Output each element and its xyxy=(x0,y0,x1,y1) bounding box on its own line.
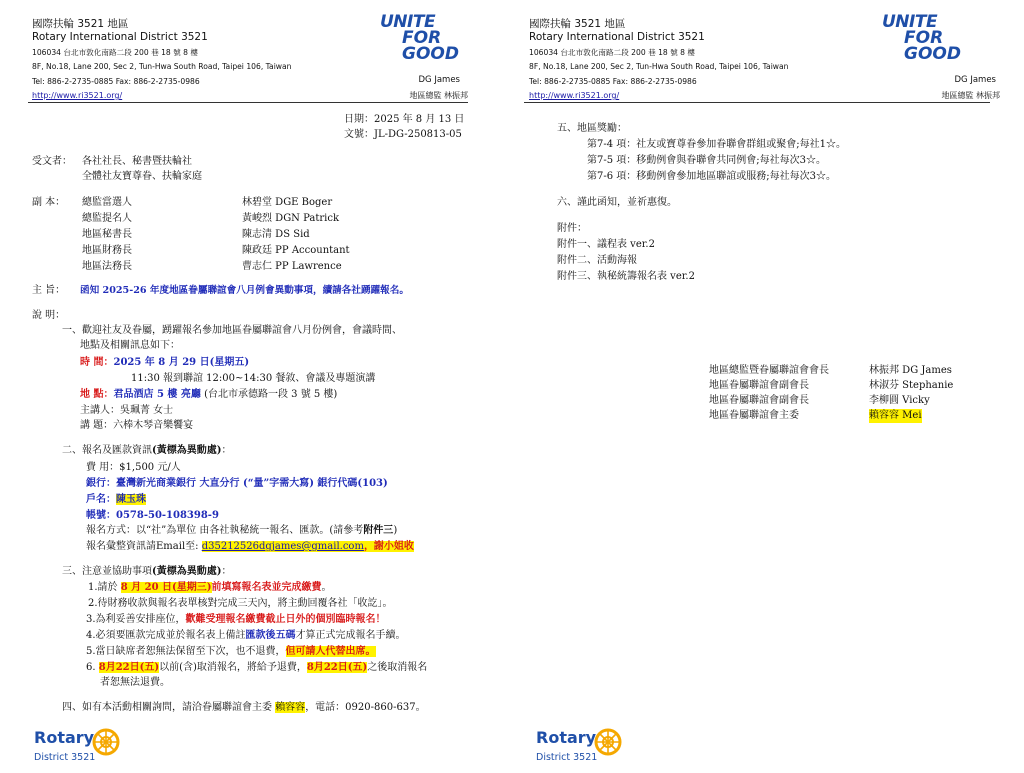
address-en: 8F, No.18, Lane 200, Sec 2, Tun-Hwa South Road, Taipei 106, Taiwan xyxy=(32,62,292,71)
rotary-wordmark: Rotary xyxy=(536,728,597,747)
fee-line: 費 用：$1,500 元/人 xyxy=(86,462,181,473)
cc-title: 總監當選人 xyxy=(82,197,132,208)
tel-fax: Tel: 886-2-2735-0885 Fax: 886-2-2735-0986 xyxy=(529,77,697,86)
cc-label: 副 本： xyxy=(32,197,66,208)
talk-topic: 講 題：六棒木琴音樂饗宴 xyxy=(80,420,194,431)
cc-name: 黃峻烈 DGN Patrick xyxy=(242,213,340,224)
website-link[interactable]: http://www.ri3521.org/ xyxy=(32,91,123,100)
district-label: District 3521 xyxy=(34,752,96,763)
cc-title: 地區法務長 xyxy=(82,261,132,272)
address-en: 8F, No.18, Lane 200, Sec 2, Tun-Hwa South Road, Taipei 106, Taiwan xyxy=(529,62,789,71)
attachment-item: 附件二、活動海報 xyxy=(557,255,637,266)
org-name-zh: 國際扶輪 3521 地區 xyxy=(32,18,129,30)
signer-title: 地區眷屬聯誼會副會長 xyxy=(709,395,809,406)
cc-title: 地區秘書長 xyxy=(82,229,132,240)
rotary-wheel-icon xyxy=(594,728,622,756)
note-2: 2.待財務收款與報名表單核對完成三天內，將主動回覆各社「收訖」。 xyxy=(88,598,393,609)
account-name: 戶名：陳玉珠 xyxy=(86,494,146,505)
section-2-title: 二、報名及匯款資訊(黃標為異動處)： xyxy=(62,445,232,456)
note-4: 4.必須要匯款完成並於報名表上備註匯款後五碼才算正式完成報名手續。 xyxy=(86,630,406,641)
time-value: 2025 年 8 月 29 日(星期五) xyxy=(113,357,250,368)
reward-item: 第7-6 項：移動例會參加地區聯誼或服務;每社每次3☆。 xyxy=(587,171,837,182)
recipients-line: 全體社友寶尊眷、扶輪家庭 xyxy=(82,171,202,182)
register-email: 報名彙整資訊請Email至: d35212526dgjames@gmail.com，謝小姐收 xyxy=(86,541,414,552)
bank-line: 銀行：臺灣新光商業銀行 大直分行 (“量”字需大寫) 銀行代碼(103) xyxy=(86,478,388,489)
dg-name-zh: 地區總監 林振邦 xyxy=(941,91,1000,100)
subject-label: 主 旨： xyxy=(32,285,66,296)
address-zh: 106034 台北市敦化南路二段 200 巷 18 號 8 樓 xyxy=(32,48,198,57)
attachments-label: 附件： xyxy=(557,223,587,234)
place-address: (台北市承德路一段 3 號 5 樓) xyxy=(200,389,338,400)
section-5-title: 五、地區獎勵： xyxy=(557,123,627,134)
cc-name: 曹志仁 PP Lawrence xyxy=(242,261,342,272)
district-label: District 3521 xyxy=(536,752,598,763)
host-speaker: 主講人：吳珮菁 女士 xyxy=(80,405,174,416)
reward-item: 第7-5 項：移動例會與眷聯會共同例會;每社每次3☆。 xyxy=(587,155,827,166)
header-divider xyxy=(28,102,468,103)
section-1-line: 地點及相關訊息如下： xyxy=(80,340,180,351)
register-method: 報名方式：以“社”為單位 由各社執秘統一報名、匯款。(請參考附件三) xyxy=(86,525,398,536)
place-value: 君品酒店 5 樓 亮廳 xyxy=(113,389,201,400)
unite-for-good-logo: UNITE FOR GOOD xyxy=(882,12,961,64)
subject-text: 函知 2025-26 年度地區眷屬聯誼會八月例會異動事項，續請各社踴躍報名。 xyxy=(80,285,409,296)
signer-title: 地區眷屬聯誼會主委 xyxy=(709,410,799,421)
note-3: 3.為利妥善安排座位，歡難受理報名繳費截止日外的個別臨時報名！ xyxy=(86,614,386,625)
address-zh: 106034 台北市敦化南路二段 200 巷 18 號 8 樓 xyxy=(529,48,695,57)
note-6-cont: 者恕無法退費。 xyxy=(100,677,170,688)
letter-page-2 xyxy=(512,0,1024,773)
header-divider xyxy=(524,102,990,103)
email-link[interactable]: d35212526dgjames@gmail.com xyxy=(201,541,364,552)
rotary-wordmark: Rotary xyxy=(34,728,95,747)
body-label: 說 明： xyxy=(32,310,66,321)
place-label: 地 點： xyxy=(80,389,114,400)
dg-name-zh: 地區總監 林振邦 xyxy=(409,91,468,100)
section-6: 六、謹此函知，並祈惠復。 xyxy=(557,197,677,208)
reward-item: 第7-4 項：社友或寶尊眷參加眷聯會群組或聚會;每社1☆。 xyxy=(587,139,847,150)
recipients-line: 各社社長、秘書暨扶輪社 xyxy=(82,156,192,167)
signer-name: 林淑芬 Stephanie xyxy=(869,380,954,391)
cc-title: 總監提名人 xyxy=(82,213,132,224)
section-3-title: 三、注意並協助事項(黃標為異動處)： xyxy=(62,566,232,577)
note-5: 5.當日缺席者恕無法保留至下次，也不退費，但可請人代替出席。 xyxy=(86,646,376,657)
doc-date: 日期：2025 年 8 月 13 日 xyxy=(344,114,465,125)
section-1-line: 一、歡迎社友及眷屬，踴躍報名參加地區眷屬聯誼會八月份例會，會議時間、 xyxy=(62,325,402,336)
event-place xyxy=(80,388,337,402)
unite-for-good-logo: UNITE FOR GOOD xyxy=(380,12,459,64)
note-1: 1.請於 8 月 20 日(星期三)前填寫報名表並完成繳費。 xyxy=(88,582,332,593)
cc-title: 地區財務長 xyxy=(82,245,132,256)
org-name-en: Rotary International District 3521 xyxy=(32,31,208,43)
cc-name: 林碧堂 DGE Boger xyxy=(242,197,333,208)
signer-name: 李柳圓 Vicky xyxy=(869,395,930,406)
rotary-wheel-icon xyxy=(92,728,120,756)
tel-fax: Tel: 886-2-2735-0885 Fax: 886-2-2735-0986 xyxy=(32,77,200,86)
attachment-item: 附件一、議程表 ver.2 xyxy=(557,239,655,250)
org-name-en: Rotary International District 3521 xyxy=(529,31,705,43)
attachment-item: 附件三、執秘統籌報名表 ver.2 xyxy=(557,271,695,282)
org-name-zh: 國際扶輪 3521 地區 xyxy=(529,18,626,30)
doc-number: 文號：JL-DG-250813-05 xyxy=(344,129,462,140)
cc-name: 陳政廷 PP Accountant xyxy=(242,245,350,256)
dg-name-en: DG James xyxy=(954,75,996,85)
note-6: 6. 8月22日(五)以前(含)取消報名，將給予退費，8月22日(五)之後取消報名 xyxy=(86,662,428,673)
signer-title: 地區總監暨眷屬聯誼會會長 xyxy=(709,365,829,376)
website-link[interactable]: http://www.ri3521.org/ xyxy=(529,91,620,100)
time-detail: 11:30 報到聯誼 12:00~14:30 餐敘、會議及專題演講 xyxy=(131,373,376,384)
event-time xyxy=(80,356,249,370)
time-label: 時 間： xyxy=(80,357,114,368)
cc-name: 陳志清 DS Sid xyxy=(242,229,310,240)
account-number: 帳號：0578-50-108398-9 xyxy=(86,510,219,521)
dg-name-en: DG James xyxy=(418,75,460,85)
signer-name: 林振邦 DG James xyxy=(869,365,952,376)
signer-name: 賴容容 Mei xyxy=(869,410,922,421)
signer-title: 地區眷屬聯誼會副會長 xyxy=(709,380,809,391)
recipients-label: 受文者： xyxy=(32,156,72,167)
section-4: 四、如有本活動相關詢問，請洽眷屬聯誼會主委 賴容容，電話：0920-860-637。 xyxy=(62,702,426,713)
